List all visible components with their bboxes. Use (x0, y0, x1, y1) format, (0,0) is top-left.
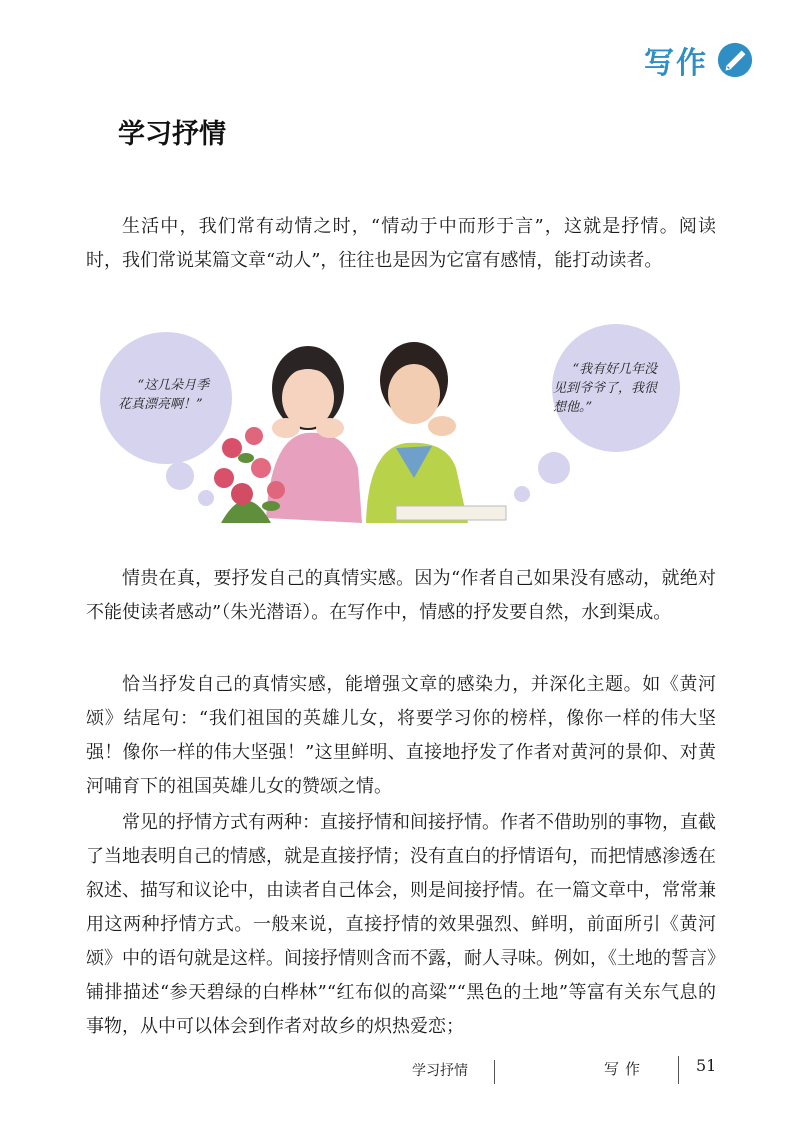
footer-section-name: 写作 (604, 1060, 647, 1078)
paragraph-methods: 常见的抒情方式有两种：直接抒情和间接抒情。作者不借助别的事物，直截了当地表明自己的情感，就是直接抒情；没有直白的抒情语句，而把情感渗透在叙述、描写和议论中，由读者自己体会，则是间接抒情。在一篇文章中，常常兼用这两种抒情方式。一般来说，直接抒情的效果强烈、鲜明，前面所引《黄河颂》中的语句就是这样。间接抒情则含而不露，耐人寻味。例如，《土地的誓言》铺排描述“参天碧绿的白桦林”“红布似的高粱”“黑色的土地”等富有关东气息的事物，从中可以体会到作者对故乡的炽热爱恋； (86, 812, 716, 1037)
paragraph-appeal: 恰当抒发自己的真情实感，能增强文章的感染力，并深化主题。如《黄河颂》结尾句：“我们祖国的英雄儿女，将要学习你的榜样，像你一样的伟大坚强！像你一样的伟大坚强！”这里鲜明、直接地抒发了作者对黄河的景仰、对黄河哺育下的祖国英雄儿女的赞颂之情。 (86, 674, 716, 797)
section-tag-label: 写作 (644, 46, 708, 81)
footer-divider (678, 1056, 679, 1084)
left-bubble-text: “这几朵月季花真漂亮啊！” (118, 378, 210, 412)
left-bubble-dot-large (166, 462, 194, 490)
page-number: 51 (696, 1056, 717, 1075)
illustration (96, 318, 716, 538)
intro-paragraph: 生活中，我们常有动情之时，“情动于中而形于言”，这就是抒情。阅读时，我们常说某篇文章“动人”，往往也是因为它富有感情，能打动读者。 (86, 216, 716, 271)
pen-icon (716, 41, 754, 79)
right-bubble-text: “我有好几年没见到爷爷了，我很想他。” (553, 362, 658, 415)
footer-divider (494, 1060, 495, 1084)
footer-lesson-title: 学习抒情 (412, 1063, 468, 1079)
section-tag (644, 38, 754, 82)
right-bubble-dot-small (514, 486, 530, 502)
right-bubble-dot-large (538, 452, 570, 484)
left-bubble-dot-small (198, 490, 214, 506)
paragraph-sincerity: 情贵在真，要抒发自己的真情实感。因为“作者自己如果没有感动，就绝对不能使读者感动”（朱光潜语）。在写作中，情感的抒发要自然，水到渠成。 (86, 568, 716, 623)
lesson-title: 学习抒情 (118, 119, 226, 150)
illustration-drawing (96, 318, 716, 538)
boy-figure (366, 342, 506, 523)
